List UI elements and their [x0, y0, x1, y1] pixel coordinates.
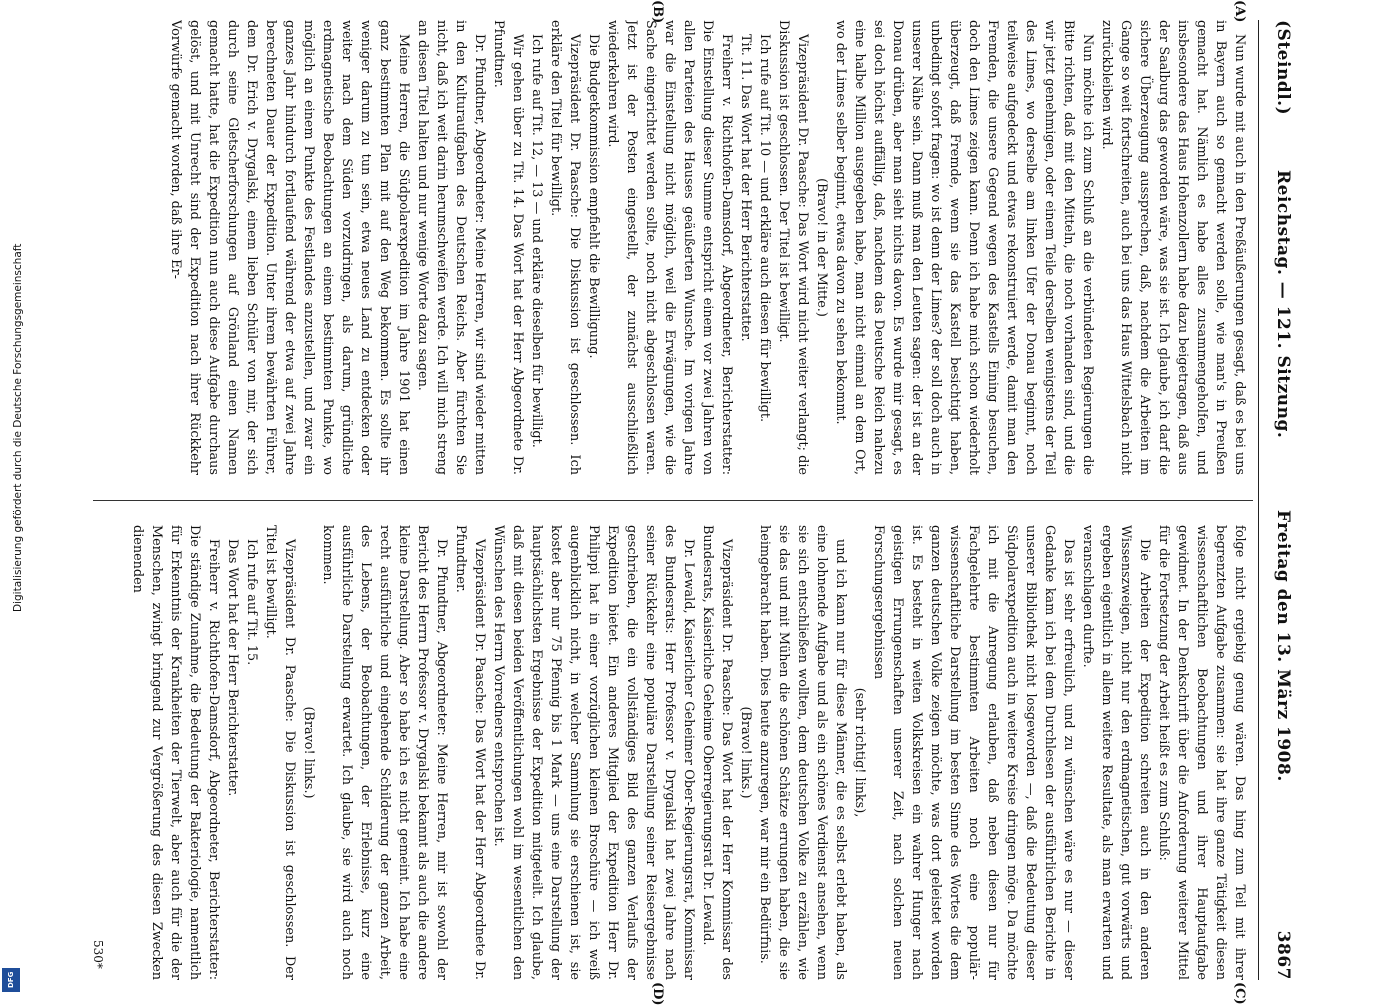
section-speaker: (Steindl.): [1273, 20, 1293, 116]
left-text-column: [99, 20, 1249, 475]
paragraph: Ich rufe auf Tit. 10 — und erkläre auch diesen für bewilligt.: [757, 34, 772, 423]
paragraph: Tit. 11. Das Wort hat der Herr Berichterstatter.: [738, 34, 753, 342]
paragraph: Die Arbeiten der Expedition schreiten auch in den anderen Wissenszweigen, nicht nur den erdmagnetischen, gut vorwärts und ergeben eigentlich in allem weitere Resultate, als man erwarten und veranschlagen durfte.: [1080, 525, 1152, 980]
paragraph: Vizepräsident Dr. Paasche: Die Diskussion ist geschlossen. Ich erkläre den Titel für bewilligt.: [548, 20, 582, 475]
paragraph: (sehr richtig! links),: [852, 687, 867, 818]
paragraph: Nun wurde mit auch in den Preßäußerungen gesagt, daß es bei uns in Bayern auch so gemacht werden solle, wie man's in Preußen gemacht hat. Nämlich es habe alles zusammengeholfen, und insbesondere das Haus Hohenzollern habe dazu beigetragen, daß aus der Saalburg das geworden wäre, was sie ist. Ich glaube, ich darf die sichere Überzeugung aussprechen, daß, nachdem die Arbeiten im Gange so weit fortschreiten, auch bei uns das Haus Wittelsbach nicht zurückbleiben wird.: [1099, 20, 1247, 475]
paragraph: Vizepräsident Dr. Paasche: Die Diskussion ist geschlossen. Der Titel ist bewilligt.: [263, 525, 297, 980]
paragraph: Ich rufe auf Tit. 12, — 13 — und erkläre dieselben für bewilligt.: [529, 34, 544, 448]
paragraph: Vizepräsident Dr. Paasche: Das Wort wird nicht weiter verlangt; die Diskussion ist geschlossen. Der Titel ist bewilligt.: [776, 20, 810, 475]
digitization-credit: Digitalisierung gefördert durch die Deutsche Forschungsgemeinschaft: [12, 243, 24, 612]
paragraph: Nun möchte ich zum Schluß an die verbündeten Regierungen die Bitte richten, daß mit den Mitteln, die noch vorhanden sind, und die wir jetzt genehmigen, oder einem Teile derselben wenigstens der Teil des Limes, wo derselbe am linken Ufer der Donau beginnt, noch teilweise aufgedeckt und etwas rekonstruiert werde, damit man den Fremden, die unsere Gegend wegen des Kastells Eining besuchen, doch den Limes zeigen kann. Denn ich habe mich schon wiederholt überzeugt, daß Fremde, wenn sie das Kastell besichtigt haben, unbedingt sofort fragen: wo ist denn der Limes? der soll doch auch in unserer Nähe sein. Dann muß man den Leuten sagen: der ist an der Donau drüben, aber man sieht nichts davon. Es wurde mir gesagt, es sei doch höchst auffällig, daß, nachdem das Deutsche Reich nahezu eine halbe Million ausgegeben habe, man nicht einmal an dem Ort, wo der Limes selber beginnt, etwas davon zu sehen bekommt.: [833, 20, 1095, 475]
paragraph: folge nicht ergiebig genug wären. Das hing zum Teil mit ihrer begrenzten Aufgabe zusammen: sie hat ihre ganze Tätigkeit diesen wissenschaftlichen Beobachtungen und ihrer Hauptaufgabe gewidmet. In der Denkschrift über die Anforderung weiterer Mittel für die Fortsetzung der Arbeit heißt es zum Schluß:: [1156, 525, 1247, 980]
margin-marker-a: (A): [1232, 0, 1247, 23]
paragraph: Dr. Pfundtner, Abgeordneter: Meine Herren, wir sind wieder mitten in den Kulturaufgaben des Deutschen Reichs. Aber fürchten Sie nicht, daß ich weit darin herumschweifen werde. Ich will mich streng an diesen Titel halten und nur wenige Worte dazu sagen.: [415, 20, 487, 475]
document-page: [65, 0, 1305, 1006]
margin-marker-c: (C): [1232, 982, 1247, 1005]
paragraph: Das Wort hat der Herr Berichterstatter.: [225, 539, 240, 797]
paragraph: (Bravo! links.): [301, 706, 316, 799]
paragraph: Wir gehen über zu Tit. 14. Das Wort hat der Herr Abgeordnete Dr. Pfundtner.: [491, 20, 525, 475]
paragraph: Das ist sehr erfreulich, und zu wünschen wäre es nur — dieser Gedanke kam ich bei dem Durchlesen der ausführlichen Berichte in unserer Bibliothek nicht losgeworden —, daß die Bedeutung dieser Südpolarexpedition auch in weitere Kreise dringen möge. Da möchte ich mit die Anregung erlauben, daß neben diesen nur für Fachgelehrte bestimmten Arbeiten noch eine populär-wissenschaftliche Darstellung im besten Sinne des Wortes die dem ganzen deutschen Volke zeigen möchte, was dort geleistet worden ist. Es besteht in weiten Volkskreisen ein wahrer Hunger nach geistigen Errungenschaften unserer Zeit, nach solchen neuen Forschungsergebnissen: [871, 525, 1076, 980]
paragraph: Dr. Lewald, Kaiserlicher Geheimer Ober-Regierungsrat, Kommissar des Bundesrats: Herr Professor v. Drygalski hat zwei Jahre nach seiner Rückkehr eine populäre Darstellung seiner Reiseergebnisse geschrieben, die ein vollständiges Bild des ganzen Verlaufs der Expedition bietet. Ein anderes Mitglied der Expedition Herr Dr. Philippi hat in einer vorzüglichen kleinen Broschüre — ich weiß augenblicklich nicht, in welcher Sammlung sie erschienen ist, sie kostet aber nur 75 Pfennig bis 1 Mark — uns eine Darstellung der hauptsächlichsten Ergebnisse der Expedition mitgeteilt. Ich glaube, daß mit diesen beiden Veröffentlichungen wohl im wesentlichen den Wünschen des Herrn Vorredners entsprochen ist.: [491, 525, 696, 980]
paragraph: Dr. Pfundtner, Abgeordneter: Meine Herren, mir ist sowohl der Bericht des Herrn Professor v. Drygalski bekannt als auch die andere kleine Darstellung. Aber so habe ich es nicht gemeint. Ich habe eine recht ausführliche und eingehende Schilderung der ganzen Arbeit, des Lebens, der Beobachtungen, der Erlebnisse, kurz eine ausführliche Darstellung erwartet. Ich glaube, sie wird auch noch kommen.: [320, 525, 449, 980]
dfg-logo-icon: DFG: [2, 968, 20, 992]
paragraph: (Bravo! in der Mitte.): [814, 178, 829, 317]
margin-marker-d: (D): [650, 982, 665, 1006]
paragraph: Freiherr v. Richthofen-Damsdorf, Abgeordneter, Berichterstatter: Die ständige Zunahme, die Bedeutung der Bakteriologie, namentlich für Erkenntnis der Krankheiten der Tierwelt, aber auch für die der Menschen, zwingt bringend zur Vergrößerung des diesen Zwecken dienenden: [130, 525, 221, 980]
paragraph: Vizepräsident Dr. Paasche: Das Wort hat der Herr Abgeordnete Dr. Pfundtner.: [453, 525, 487, 980]
column-divider: [93, 500, 1253, 501]
page-header: [1267, 20, 1297, 980]
paragraph: Die Budgetkommission empfiehlt die Bewilligung.: [586, 34, 601, 359]
paragraph: Freiherr v. Richthofen-Damsdorf, Abgeordneter, Berichterstatter: Die Einstellung dieser Summe entspricht einem vor zwei Jahren von allen Parteien des Hauses geäußerten Wunsche. Im vorigen Jahre war die Einstellung nicht möglich, weil die Erwägungen, wie die Sache eingerichtet werden sollte, noch nicht abgeschlossen waren. Jetzt ist der Posten eingestellt, der zunächst ausschließlich wiederkehren wird.: [605, 20, 734, 475]
paragraph: Vizepräsident Dr. Paasche: Das Wort hat der Herr Kommissar des Bundesrats, Kaiserliche Geheime Oberregierungsrat Dr. Lewald.: [700, 525, 734, 980]
paragraph: und ich kann nur für diese Männer, die es selbst erlebt haben, als eine lohnende Aufgabe und als ein schönes Verdienst ansehen, wenn sie sich entschließen wollten, dem deutschen Volke zu erzählen, wie sie das und mit Mühen die schönen Schätze errungen haben, die sie heimgebracht haben. Dies heute anzuregen, war mir ein Bedürfnis.: [757, 525, 848, 980]
session-title: Reichstag. — 121. Sitzung.: [1273, 170, 1293, 439]
page-number: 3867: [1273, 930, 1293, 980]
right-text-column: [99, 525, 1249, 980]
signature-number: 530*: [91, 940, 105, 969]
margin-marker-b: (B): [650, 0, 665, 24]
session-date: Freitag den 13. März 1908.: [1273, 510, 1293, 782]
paragraph: Ich rufe auf Tit. 15.: [244, 539, 259, 666]
header-rule: [1258, 20, 1259, 980]
paragraph: Meine Herren, die Südpolarexpedition im Jahre 1901 hat einen ganz bestimmten Plan mit auf den Weg bekommen. Es sollte ihr weniger darum zu tun sein, etwa neues Land zu entdecken oder weiter nach dem Süden vorzudringen, als darum, gründliche erdmagnetische Beobachtungen an einem bestimmten Punkte, wo möglich an einem Punkte des Festlandes anzustellen, und zwar ein ganzes Jahr hindurch fortlaufend während der etwa auf zwei Jahre berechneten Dauer der Expedition. Unter ihrem bewährten Führer, dem Dr. Erich v. Drygalski, einem lieben Schüler von mir, der sich durch seine Gletscherforschungen auf Grönland einen Namen gemacht hatte, hat die Expedition nun auch diese Aufgabe durchaus gelöst, und mit Unrecht sind der Expedition nach ihrer Rückkehr Vorwürfe gemacht worden, daß ihre Er-: [168, 20, 411, 475]
paragraph: (Bravo! links.): [738, 706, 753, 799]
